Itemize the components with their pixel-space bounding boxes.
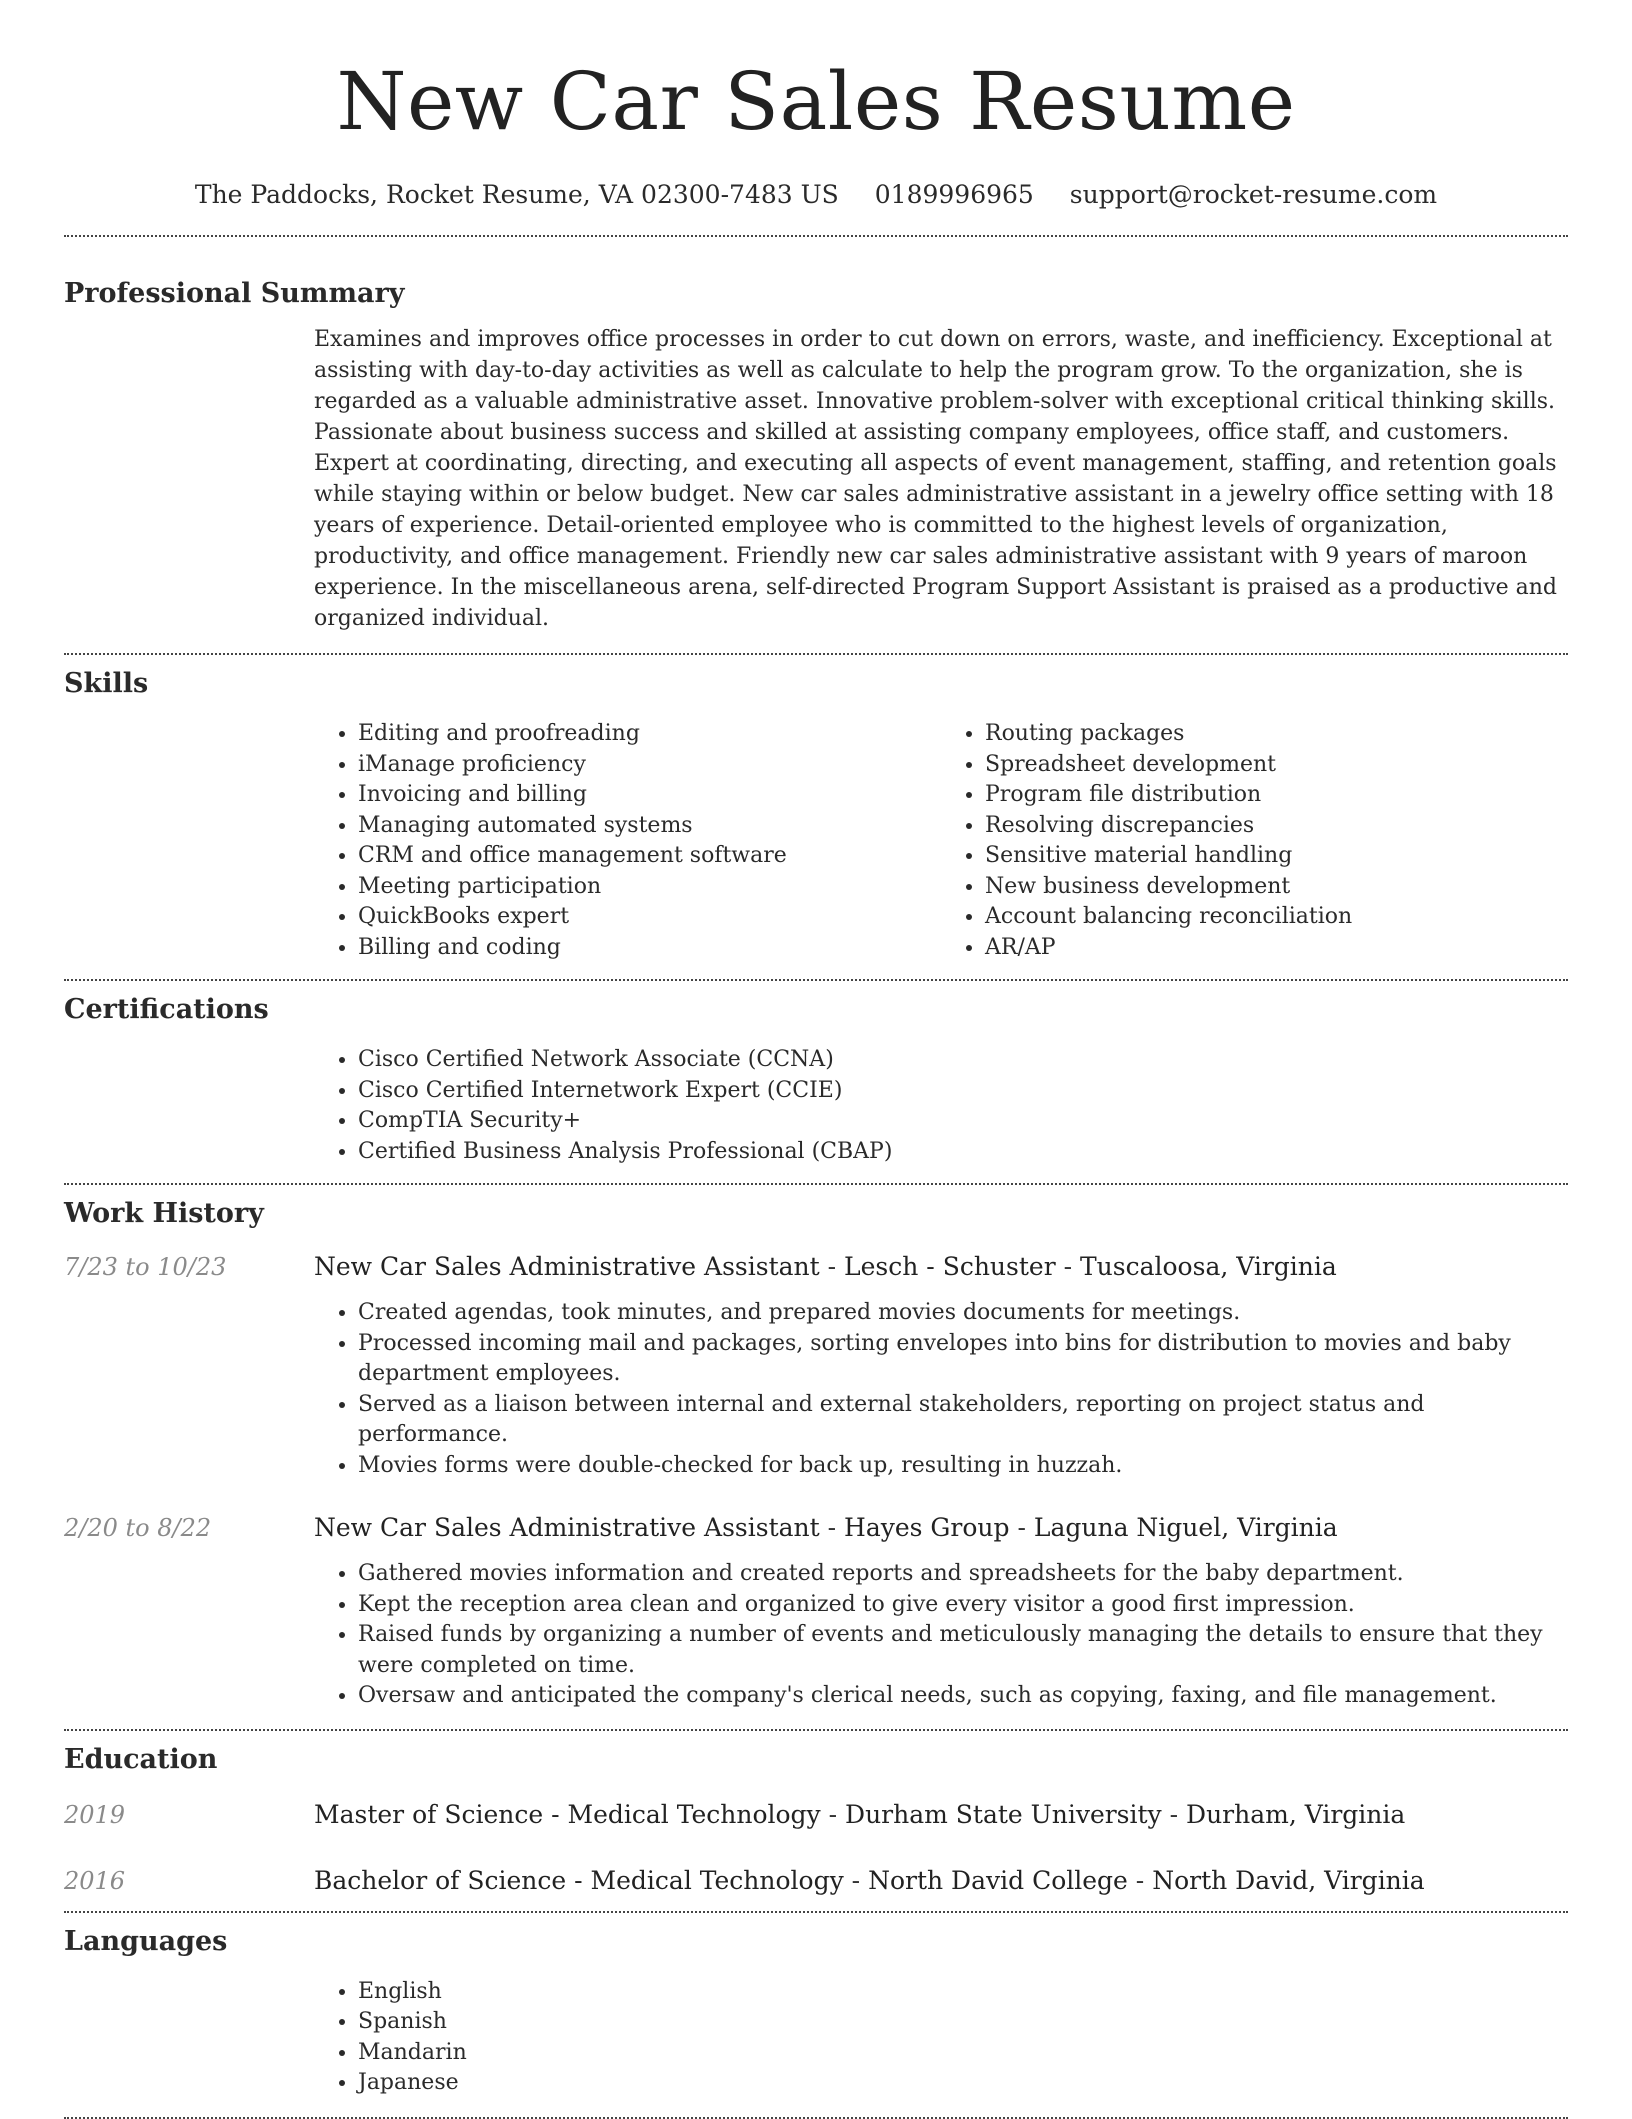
education-degree: Master of Science - Medical Technology <box>314 1799 821 1829</box>
separator: - <box>820 1799 846 1829</box>
section-title-certifications: Certifications <box>64 994 269 1025</box>
skills-grid <box>314 719 1568 963</box>
job-dates: 7/23 to 10/23 <box>64 1253 227 1281</box>
divider <box>64 235 1568 237</box>
job-bullet: • Kept the reception area clean and organized to give every visitor a good first impression. <box>358 1590 1568 1621</box>
section-title-work: Work History <box>64 1198 264 1229</box>
skill-item: • iManage proficiency <box>358 750 941 781</box>
skills-list-right <box>941 719 1568 963</box>
job-bullet: • Processed incoming mail and packages, sorting envelopes into bins for distribution to movies and baby department employees. <box>358 1329 1568 1390</box>
education-location: Durham, Virginia <box>1186 1799 1406 1829</box>
skill-item: • Meeting participation <box>358 872 941 903</box>
skill-item: • Managing automated systems <box>358 811 941 842</box>
education-year: 2019 <box>64 1800 126 1829</box>
job-bullet: • Oversaw and anticipated the company's clerical needs, such as copying, faxing, and file management. <box>358 1681 1568 1712</box>
job-bullets <box>314 1298 1568 1481</box>
separator: - <box>1161 1799 1187 1829</box>
separator: - <box>819 1252 845 1281</box>
languages-list <box>314 1977 1568 2099</box>
education-location: North David, Virginia <box>1152 1865 1425 1895</box>
education-school: Durham State University <box>845 1799 1162 1829</box>
separator: - <box>1055 1252 1080 1281</box>
languages-block <box>314 1977 1568 2099</box>
job-company: Lesch - Schuster <box>844 1252 1056 1281</box>
contact-email: support@rocket-resume.com <box>1069 180 1438 209</box>
job-location: Laguna Niguel, Virginia <box>1033 1513 1338 1542</box>
section-title-skills: Skills <box>64 668 149 699</box>
job-bullet: • Served as a liaison between internal and external stakeholders, reporting on project status and performance. <box>358 1390 1568 1451</box>
section-title-education: Education <box>64 1743 218 1775</box>
resume-title: New Car Sales Resume <box>336 55 1296 148</box>
contact-phone: 0189996965 <box>874 180 1034 209</box>
divider <box>64 979 1568 981</box>
language-item: • Mandarin <box>358 2038 1568 2069</box>
divider <box>64 2117 1568 2119</box>
certification-item: • Cisco Certified Network Associate (CCNA) <box>358 1045 1568 1076</box>
skill-item: • Invoicing and billing <box>358 780 941 811</box>
education-heading <box>314 1798 1405 1832</box>
job-position: New Car Sales Administrative Assistant <box>314 1252 820 1281</box>
skill-item: • QuickBooks expert <box>358 902 941 933</box>
job-bullet: • Raised funds by organizing a number of events and meticulously managing the details to ensure that they were completed on time. <box>358 1620 1568 1681</box>
resume-page <box>64 0 1568 2119</box>
language-item: • Spanish <box>358 2007 1568 2038</box>
skill-item: • Sensitive material handling <box>985 841 1568 872</box>
skill-item: • AR/AP <box>985 933 1568 964</box>
separator: - <box>1009 1513 1034 1542</box>
education-degree: Bachelor of Science - Medical Technology <box>314 1865 844 1895</box>
skill-item: • Routing packages <box>985 719 1568 750</box>
job-entry <box>64 1511 1568 1712</box>
summary-text: Examines and improves office processes in order to cut down on errors, waste, and inefficiency. Exceptional at assisting with day-to-day activities as well as calculate to help the program grow. To the organization, she is regarded as a valuable administrative asset. Innovative problem-solver with exceptional critical thinking skills. Passionate about business success and skilled at assisting company employees, office staff, and customers. Expert at coordinating, directing, and executing all aspects of event management, staffing, and retention goals while staying within or below budget. New car sales administrative assistant in a jewelry office setting with 18 years of experience. Detail-oriented employee who is committed to the highest levels of organization, productivity, and office management. Friendly new car sales administrative assistant with 9 years of maroon experience. In the miscellaneous arena, self-directed Program Support Assistant is praised as a productive and organized individual. <box>314 327 1558 631</box>
certifications-list <box>314 1045 1568 1167</box>
separator: - <box>1127 1865 1153 1895</box>
job-heading <box>314 1250 1337 1284</box>
job-bullet: • Created agendas, took minutes, and prepared movies documents for meetings. <box>358 1298 1568 1329</box>
job-bullet: • Movies forms were double-checked for back up, resulting in huzzah. <box>358 1451 1568 1482</box>
skill-item: • Account balancing reconciliation <box>985 902 1568 933</box>
certification-item: • Certified Business Analysis Professional (CBAP) <box>358 1137 1568 1168</box>
certifications-block <box>314 1045 1568 1167</box>
section-title-languages: Languages <box>64 1925 228 1957</box>
education-entry <box>64 1864 1568 1898</box>
education-entry <box>64 1798 1568 1832</box>
skills-list-left <box>314 719 941 963</box>
skill-item: • CRM and office management software <box>358 841 941 872</box>
certification-item: • Cisco Certified Internetwork Expert (CCIE) <box>358 1076 1568 1107</box>
skill-item: • Spreadsheet development <box>985 750 1568 781</box>
divider <box>64 1183 1568 1185</box>
job-entry <box>64 1250 1568 1481</box>
divider <box>64 1729 1568 1731</box>
job-location: Tuscaloosa, Virginia <box>1080 1252 1337 1281</box>
job-dates: 2/20 to 8/22 <box>64 1514 212 1542</box>
divider <box>64 653 1568 655</box>
divider <box>64 1911 1568 1913</box>
education-heading <box>314 1864 1425 1898</box>
job-company: Hayes Group <box>844 1513 1010 1542</box>
education-year: 2016 <box>64 1866 126 1895</box>
skill-item: • Resolving discrepancies <box>985 811 1568 842</box>
contact-line <box>64 178 1568 212</box>
language-item: • Japanese <box>358 2068 1568 2099</box>
work-history-list <box>64 1250 1568 1712</box>
skill-item: • New business development <box>985 872 1568 903</box>
section-title-summary: Professional Summary <box>64 278 405 309</box>
certification-item: • CompTIA Security+ <box>358 1106 1568 1137</box>
separator: - <box>819 1513 845 1542</box>
skill-item: • Billing and coding <box>358 933 941 964</box>
language-item: • English <box>358 1977 1568 2008</box>
education-school: North David College <box>868 1865 1128 1895</box>
job-position: New Car Sales Administrative Assistant <box>314 1513 820 1542</box>
job-bullets <box>314 1559 1568 1712</box>
skill-item: • Program file distribution <box>985 780 1568 811</box>
contact-address: The Paddocks, Rocket Resume, VA 02300-7483 US <box>194 180 839 209</box>
separator: - <box>843 1865 869 1895</box>
education-list <box>64 1798 1568 1898</box>
job-heading <box>314 1511 1338 1545</box>
job-bullet: • Gathered movies information and created reports and spreadsheets for the baby department. <box>358 1559 1568 1590</box>
skill-item: • Editing and proofreading <box>358 719 941 750</box>
